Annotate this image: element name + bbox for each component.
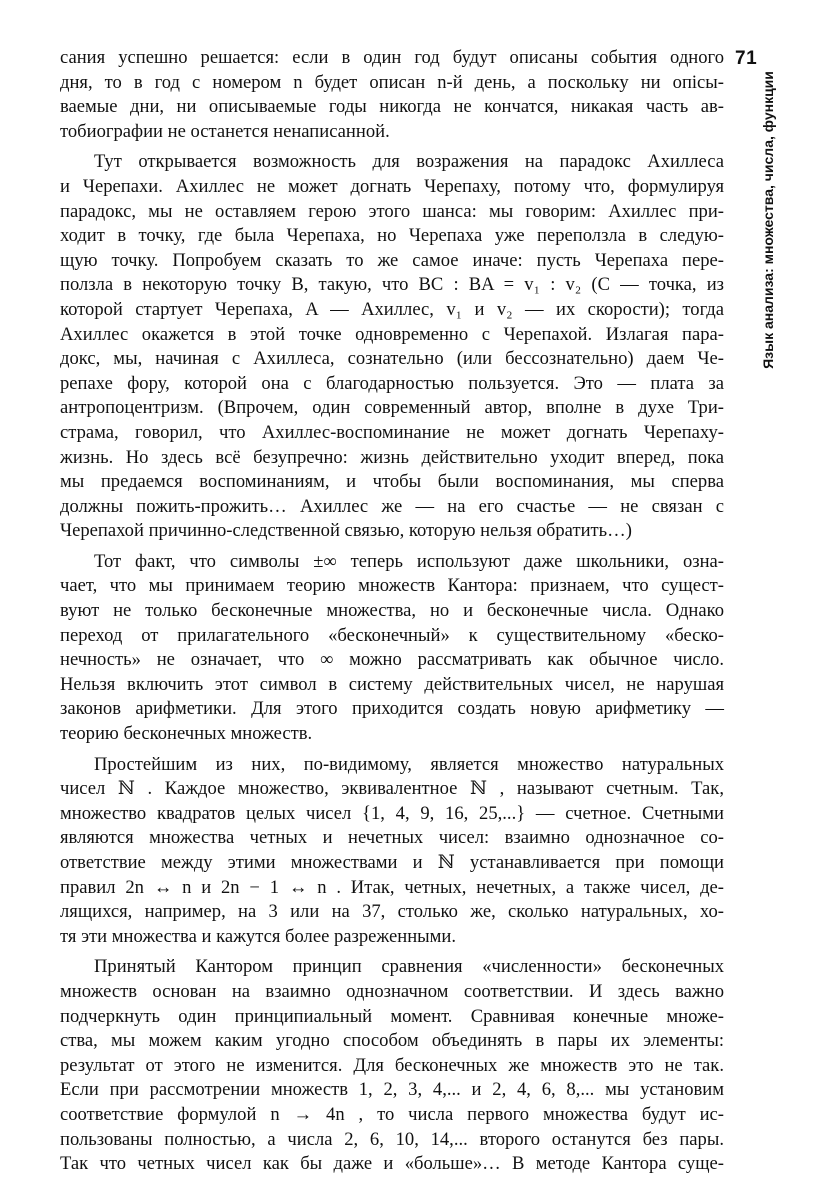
text-line: чисел ℕ . Каждое множество, эквивалентное ℕ , называют счетным. Так, [60, 778, 724, 800]
text-line: пользованы полностью, а числа 2, 6, 10, 14,... второго останутся без пары. [60, 1128, 724, 1150]
text-line: парадокс, мы не оставляем герою этого шанса: мы говорим: Ахиллес при- [60, 200, 724, 222]
text-line: множеств основан на взаимно однозначном соответствии. И здесь важно [60, 980, 724, 1002]
text-line: сания успешно решается: если в один год будут описаны события одного [60, 47, 724, 68]
body-text [60, 46, 724, 1177]
paragraph-5 [60, 955, 724, 1176]
text-line: щую точку. Попробуем сказать то же самое иначе: пусть Черепаха пере- [60, 249, 724, 271]
text-line: переход от прилагательного «бесконечный» к существительному «беско- [60, 624, 724, 646]
text-line: результат от этого не изменится. Для бесконечных же множеств это не так. [60, 1054, 724, 1076]
text-line: жизнь. Но здесь всё безупречно: жизнь действительно уходит вперед, пока [60, 446, 724, 468]
text-line: Тут открывается возможность для возражения на парадокс Ахиллеса [94, 151, 724, 173]
paragraph-3 [60, 550, 724, 747]
text-line: Простейшим из них, по-видимому, является множество натуральных [94, 753, 724, 775]
text-line: законов арифметики. Для этого приходится создать новую арифметику — [60, 698, 724, 720]
text-line: вуют не только бесконечные множества, но и бесконечные числа. Однако [60, 600, 724, 622]
text-line: соответствие формулой n → 4n , то числа первого множества будут ис- [60, 1103, 724, 1125]
text-line: Ахиллес окажется в этой точке одновременно с Черепахой. Излагая пара- [60, 323, 724, 345]
text-line: дня, то в год с номером n будет описан n-й день, а поскольку ни опісы- [60, 71, 724, 93]
text-line: являются множества четных и нечетных чисел: взаимно однозначное со- [60, 827, 724, 849]
text-line: которой стартует Черепаха, A — Ахиллес, v₁ и v₂ — их скорости); тогда [60, 298, 724, 320]
text-line: должны пожить-прожить… Ахиллес же — на его счастье — не связан с [60, 495, 724, 517]
text-line: Тот факт, что символы ±∞ теперь используют даже школьники, озна- [94, 550, 724, 572]
text-line: мы предаемся воспоминаниям, и чтобы были воспоминания, мы сперва [60, 471, 724, 493]
text-line: Так что четных чисел как бы даже и «больше»… В методе Кантора суще- [60, 1153, 724, 1175]
text-line: репахе фору, которой она с благодарностью пользуется. Это — плата за [60, 372, 724, 394]
text-line: Принятый Кантором принцип сравнения «численности» бесконечных [94, 956, 724, 978]
text-line: нечность» не означает, что ∞ можно рассматривать как обычное число. [60, 649, 724, 671]
text-line: теорию бесконечных множеств. [60, 723, 313, 745]
paragraph-4 [60, 753, 724, 950]
paragraph-1 [60, 46, 724, 144]
text-line: докс, мы, начиная с Ахиллеса, сознательно (или бессознательно) даем Че- [60, 348, 724, 370]
text-line: множество квадратов целых чисел {1, 4, 9, 16, 25,...} — счетное. Счетными [60, 802, 724, 824]
text-line: лящихся, например, на 3 или на 37, столько же, сколько натуральных, хо- [60, 901, 724, 923]
text-line: ваемые дни, ни описываемые годы никогда не кончатся, никакая часть ав- [60, 96, 724, 118]
text-line: Нельзя включить этот символ в систему действительных чисел, не нарушая [60, 673, 724, 695]
running-head-text: Язык анализа: множества, числа, функции [760, 71, 776, 369]
text-line: ходит в точку, где была Черепаха, но Черепаха уже переползла в следую- [60, 225, 724, 247]
text-line: антропоцентризм. (Впрочем, один современный автор, вполне в духе Три- [60, 397, 724, 419]
text-line: чает, что мы принимаем теорию множеств Кантора: признаем, что сущест- [60, 575, 724, 597]
page-number: 71 [735, 48, 758, 69]
text-line: страма, говорил, что Ахиллес-воспоминание не может догнать Черепаху- [60, 421, 724, 443]
text-line: Если при рассмотрении множеств 1, 2, 3, 4,... и 2, 4, 6, 8,... мы установим [60, 1079, 724, 1101]
paragraph-2 [60, 150, 724, 544]
text-line: правил 2n ↔ n и 2n − 1 ↔ n . Итак, четных, нечетных, а также чисел, де- [60, 876, 724, 898]
text-line: Черепахой причинно-следственной связью, которую нельзя обратить…) [60, 520, 632, 542]
text-line: ползла в некоторую точку B, такую, что BC : BA = v₁ : v₂ (C — точка, из [60, 274, 724, 296]
text-line: ства, мы можем каким угодно способом объединять в пары их элементы: [60, 1030, 724, 1052]
text-line: тя эти множества и кажутся более разреженными. [60, 925, 457, 947]
running-head [757, 71, 779, 369]
text-line: подчеркнуть один принципиальный момент. Сравнивая конечные множе- [60, 1005, 724, 1027]
text-line: и Черепахи. Ахиллес не может догнать Черепаху, потому что, формулируя [60, 175, 724, 197]
text-line: ответствие между этими множествами и ℕ устанавливается при помощи [60, 852, 724, 873]
text-line: тобиографии не останется ненаписанной. [60, 120, 390, 142]
